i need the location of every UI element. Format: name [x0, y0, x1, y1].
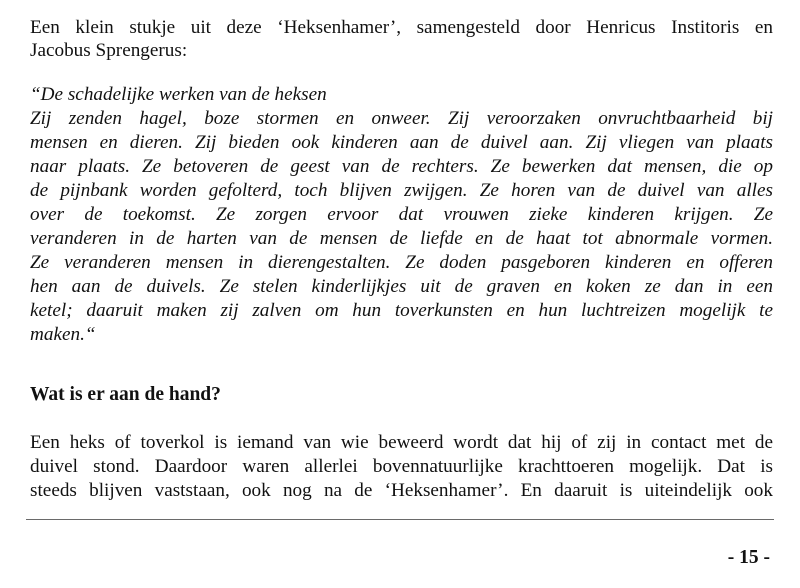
- body-line: Een heks of toverkol is iemand van wie beweerd wordt dat hij of zij in contact met de: [30, 432, 773, 453]
- page-number: - 15 -: [727, 547, 770, 568]
- quote-line-last: maken.“: [30, 324, 96, 345]
- intro-line-2: Jacobus Sprengerus:: [30, 40, 188, 61]
- quote-line: ketel; daaruit maken zij zalven om hun toverkunsten en hun luchtreizen mogelijk te: [30, 300, 773, 321]
- quote-line: veranderen in de harten van de mensen de liefde en de haat tot abnormale vormen.: [30, 228, 773, 249]
- quote-title: “De schadelijke werken van de heksen: [30, 84, 327, 105]
- quote-line: Ze veranderen mensen in dierengestalten. Ze doden pasgeboren kinderen en offeren: [30, 252, 773, 273]
- intro-line-1: Een klein stukje uit deze ‘Heksenhamer’, samengesteld door Henricus Institoris en: [30, 17, 773, 38]
- quote-line: de pijnbank worden gefolterd, toch blijven zwijgen. Ze horen van de duivel van alles: [30, 180, 773, 201]
- quote-line: naar plaats. Ze betoveren de geest van de rechters. Ze bewerken dat mensen, die op: [30, 156, 773, 177]
- footer-rule: [26, 519, 774, 520]
- quote-line: over de toekomst. Ze zorgen ervoor dat vrouwen zieke kinderen krijgen. Ze: [30, 204, 773, 225]
- body-line: steeds blijven vaststaan, ook nog na de ‘Heksenhamer’. En daaruit is uiteindelijk ook: [30, 480, 773, 501]
- section-heading: Wat is er aan de hand?: [30, 384, 221, 405]
- body-line: duivel stond. Daardoor waren allerlei bovennatuurlijke krachttoeren mogelijk. Dat is: [30, 456, 773, 477]
- quote-line: mensen en dieren. Zij bieden ook kinderen aan de duivel aan. Zij vliegen van plaats: [30, 132, 773, 153]
- quote-line: hen aan de duivels. Ze stelen kinderlijkjes uit de graven en koken ze dan in een: [30, 276, 773, 297]
- quote-line: Zij zenden hagel, boze stormen en onweer. Zij veroorzaken onvruchtbaarheid bij: [30, 108, 773, 129]
